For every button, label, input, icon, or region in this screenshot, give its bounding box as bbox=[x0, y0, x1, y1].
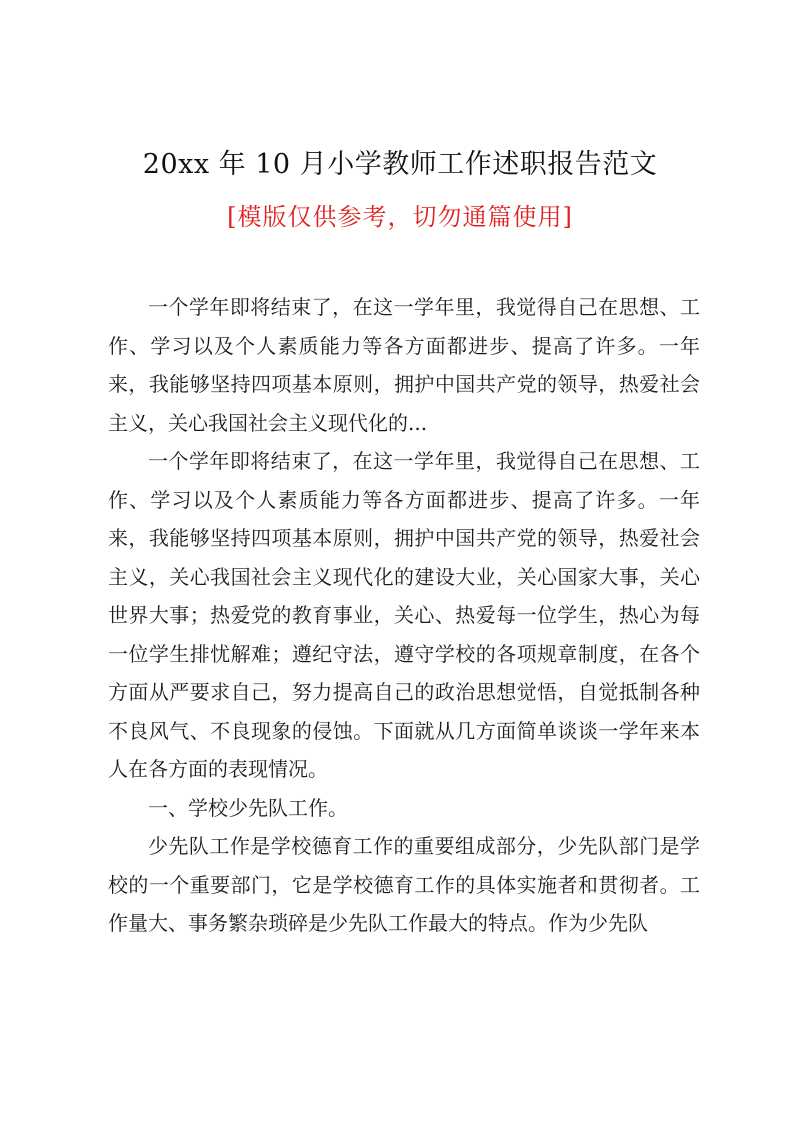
paragraph-intro-full: 一个学年即将结束了，在这一学年里，我觉得自己在思想、工作、学习以及个人素质能力等各方面都进步、提高了许多。一年来，我能够坚持四项基本原则，拥护中国共产党的领导，热爱社会主义，关心我国社会主义现代化的建设大业，关心国家大事，关心世界大事；热爱党的教育事业，关心、热爱每一位学生，热心为每一位学生排忧解难；遵纪守法，遵守学校的各项规章制度，在各个方面从严要求自己，努力提高自己的政治思想觉悟，自觉抵制各种不良风气、不良现象的侵蚀。下面就从几方面简单谈谈一学年来本人在各方面的表现情况。 bbox=[108, 449, 700, 781]
document-title: 20xx 年 10 月小学教师工作述职报告范文 bbox=[142, 149, 658, 180]
paragraph-intro-summary: 一个学年即将结束了，在这一学年里，我觉得自己在思想、工作、学习以及个人素质能力等各方面都进步、提高了许多。一年来，我能够坚持四项基本原则，拥护中国共产党的领导，热爱社会主义，关心我国社会主义现代化的... bbox=[108, 295, 700, 435]
paragraph-young-pioneers-work: 少先队工作是学校德育工作的重要组成部分，少先队部门是学校的一个重要部门，它是学校德育工作的具体实施者和贯彻者。工作量大、事务繁杂琐碎是少先队工作最大的特点。作为少先队 bbox=[108, 834, 700, 935]
section-heading-young-pioneers: 一、学校少先队工作。 bbox=[148, 795, 348, 820]
template-notice: [模版仅供参考，切勿通篇使用] bbox=[227, 203, 573, 231]
document-body bbox=[108, 288, 700, 943]
